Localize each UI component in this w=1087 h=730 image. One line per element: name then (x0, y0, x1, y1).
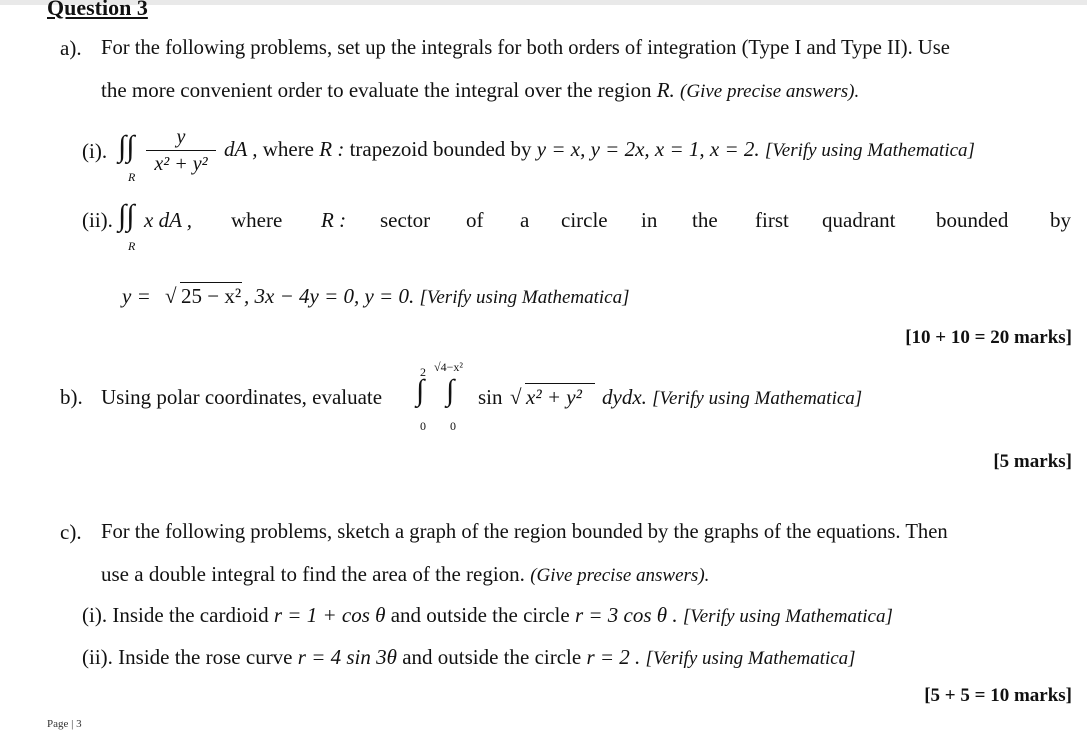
item-c1-line (82, 605, 893, 626)
item-a2-word: of (466, 208, 484, 232)
page-footer: Page | 3 (47, 718, 82, 730)
question-title: Question 3 (47, 0, 148, 20)
item-a2-word: first (755, 208, 789, 232)
item-c1-label: (i). (82, 603, 108, 627)
double-integral-a1: ∫∫ (118, 130, 135, 163)
item-a2-word: by (1050, 208, 1071, 232)
item-a2-eq-rest-line (244, 286, 630, 307)
item-a2-label: (ii). (82, 208, 113, 232)
item-a2-eq-line (122, 286, 151, 307)
item-a2-eq-rest: , 3x − 4y = 0, y = 0. (244, 284, 415, 308)
item-c1-eq1: r = 1 + cos θ (273, 603, 386, 627)
item-c1-text2: and outside the circle (390, 603, 570, 627)
item-a2-word: bounded (936, 208, 1009, 232)
part-b-label: b). (60, 385, 83, 409)
part-a-label: a). (60, 36, 82, 60)
item-a1-text (224, 139, 975, 160)
item-c1-eq2: r = 3 cos θ . (574, 603, 678, 627)
part-c-line2 (101, 564, 709, 585)
item-c2-verify: [Verify using Mathematica] (645, 648, 856, 669)
inner-integral-sign: ∫ (446, 374, 455, 407)
part-b-tail (602, 387, 862, 408)
item-a1-verify: [Verify using Mathematica] (764, 140, 975, 161)
item-a2-word: a (520, 208, 530, 232)
item-a1-region-sub: R (128, 170, 136, 184)
inner-lower-limit: 0 (450, 419, 456, 433)
item-a1-numerator: y (176, 126, 186, 148)
part-a-line2-r: R. (656, 78, 675, 102)
item-c1-text1: Inside the cardioid (112, 603, 269, 627)
item-a1-label: (i). (82, 139, 108, 163)
part-c-label: c). (60, 520, 82, 544)
item-a2-verify: [Verify using Mathematica] (419, 287, 630, 308)
outer-lower-limit: 0 (420, 419, 426, 433)
outer-integral-sign: ∫ (416, 374, 425, 407)
item-a2-word: quadrant (822, 208, 896, 232)
part-c-line1: For the following problems, sketch a graph of the region bounded by the graphs of the equations. Then (101, 521, 948, 543)
item-c2-line (82, 647, 856, 668)
part-a-line1: For the following problems, set up the integrals for both orders of integration (Type I and Type II). Use (101, 37, 950, 59)
item-a2-sqrt-sign: √ (165, 284, 177, 308)
item-c1-verify: [Verify using Mathematica] (682, 606, 893, 627)
inner-upper-limit: √4−x² (434, 360, 463, 374)
item-a1-r: R : (319, 137, 345, 161)
outer-upper-limit: 2 (420, 365, 426, 379)
part-b-verify: [Verify using Mathematica] (652, 388, 863, 409)
item-c2-label: (ii). (82, 645, 113, 669)
top-border (0, 0, 1087, 5)
item-a2-word: the (692, 208, 718, 232)
item-c2-text1: Inside the rose curve (118, 645, 293, 669)
part-a-line2 (101, 80, 859, 101)
item-a1-da: dA , (224, 137, 258, 161)
item-a1-where: where (262, 137, 315, 161)
part-b-sqrt-sign: √ (510, 385, 522, 409)
item-a2-word: where (231, 208, 283, 232)
part-a-line2-note: (Give precise answers). (680, 81, 860, 102)
item-a2-eq-lead: y = (122, 284, 151, 308)
item-a2-word: sector (380, 208, 431, 232)
part-b-sqrt-content: x² + y² (526, 385, 582, 409)
item-a2-integrand: x dA , (144, 208, 193, 232)
part-c-marks: [5 + 5 = 10 marks] (924, 685, 1072, 706)
item-a2-region-sub: R (128, 239, 136, 253)
item-c2-eq1: r = 4 sin 3θ (297, 645, 397, 669)
item-a1-denominator: x² + y² (154, 153, 208, 175)
item-a1-fraction-bar (146, 150, 216, 151)
item-c2-eq2: r = 2 . (586, 645, 641, 669)
double-integral-a2: ∫∫ (118, 199, 135, 232)
part-b-text: Using polar coordinates, evaluate (101, 385, 383, 409)
part-b-marks: [5 marks] (993, 451, 1072, 472)
item-a2-word: R : (321, 208, 347, 232)
item-a2-word: in (641, 208, 658, 232)
item-a2-word: circle (561, 208, 608, 232)
item-a2-sqrt-content: 25 − x² (181, 284, 242, 308)
part-b-diff: dydx. (602, 385, 647, 409)
part-c-line2-main: use a double integral to find the area of the region. (101, 562, 525, 586)
part-a-line2-main: the more convenient order to evaluate the integral over the region (101, 78, 652, 102)
item-a1-equations: y = x, y = 2x, x = 1, x = 2. (536, 137, 760, 161)
item-c2-text2: and outside the circle (402, 645, 582, 669)
item-a1-desc: trapezoid bounded by (349, 137, 532, 161)
part-a-marks: [10 + 10 = 20 marks] (905, 327, 1072, 348)
part-b-sin: sin (478, 385, 503, 409)
part-c-line2-note: (Give precise answers). (530, 565, 710, 586)
